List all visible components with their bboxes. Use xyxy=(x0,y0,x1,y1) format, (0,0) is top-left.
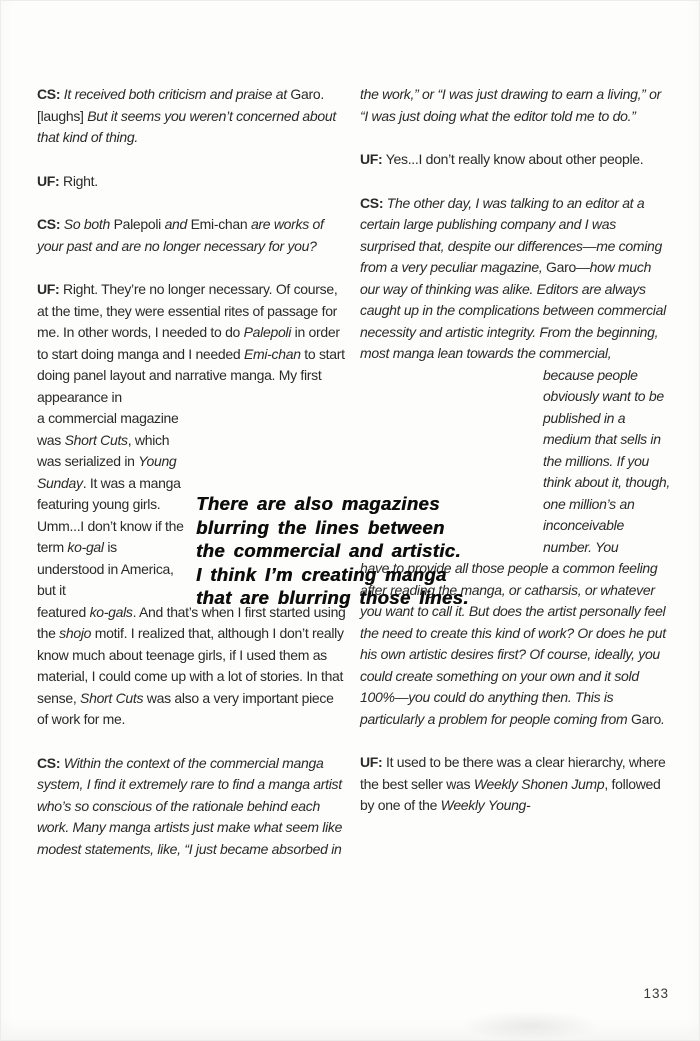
text-segment: the work,” or “I was just drawing to earn a living,” or “I was just doing what the editor told me to do.” xyxy=(360,86,661,124)
cs-paragraph-2 xyxy=(37,214,347,257)
uf-paragraph-1 xyxy=(37,171,347,193)
text-segment: Weekly Young- xyxy=(440,797,531,813)
text-segment: CS: xyxy=(360,194,384,211)
text-segment: Garo. [laughs] xyxy=(37,86,324,124)
text-segment: featured xyxy=(37,603,90,620)
text-segment: UF: xyxy=(37,281,60,297)
pull-quote-line: that are blurring those lines. xyxy=(196,587,469,608)
text-segment: and xyxy=(160,216,191,232)
text-segment: . It was a manga featuring young girls. Umm...I don’t know if the term xyxy=(37,474,184,555)
text-segment: The other day, I was talking to an editor at a certain large publishing company and I was surprised that, despite our differences—me coming from a very peculiar magazine, xyxy=(360,194,663,275)
cs-paragraph-4-narrow-wrap xyxy=(543,365,670,559)
text-segment: a commercial magazine was xyxy=(37,410,179,448)
text-segment: Emi-chan xyxy=(243,345,301,362)
text-segment: UF: xyxy=(360,151,383,167)
text-segment: —how much our way of thinking was alike. Editors are always caught up in the complications between commercial necessity and artistic integrity. From the beginning, most manga lean towards the commercial, xyxy=(360,259,666,361)
text-segment: UF: xyxy=(37,172,60,189)
pull-quote-line: the commercial and artistic. xyxy=(196,540,461,561)
text-segment: was also a very important piece of work for me. xyxy=(37,689,334,727)
cs-paragraph-4-full-width xyxy=(360,193,670,365)
text-segment: Short Cuts xyxy=(80,689,144,706)
text-segment: CS: xyxy=(37,754,61,771)
text-segment: CS: xyxy=(37,216,61,232)
text-segment: have to provide all those people a common feeling after reading the manga, or catharsis, or whatever you want to call it. But does the artist personally feel the need to create this kind of work? Or does he put his own artistic desires first? Of course, ideally, you could create something on your own and it sold 100%—you could do anything then. This is particularly a problem for people coming from xyxy=(360,560,666,727)
text-segment: Right. xyxy=(59,172,98,189)
text-segment: are works of your past and are no longer necessary for you? xyxy=(37,216,324,254)
page-number: 133 xyxy=(643,986,669,1001)
text-segment: shojo xyxy=(59,625,92,641)
uf-paragraph-2-continued xyxy=(37,602,347,731)
text-segment: Young Sunday xyxy=(37,453,177,491)
text-segment: . And that’s when I first started using the xyxy=(37,603,346,641)
text-segment: Palepoli xyxy=(113,216,161,232)
text-segment: Yes...I don’t really know about other people. xyxy=(382,151,644,167)
text-segment: CS: xyxy=(37,86,61,102)
text-segment: UF: xyxy=(360,754,383,770)
text-segment: Garo xyxy=(546,259,576,275)
text-segment: . xyxy=(660,710,665,727)
cs-paragraph-3-continued xyxy=(360,84,670,127)
pull-quote-line: blurring the lines between xyxy=(196,516,445,538)
text-segment: , followed by one of the xyxy=(360,775,661,813)
cs-paragraph-1 xyxy=(37,84,347,149)
uf-paragraph-2-full-width xyxy=(37,279,347,408)
text-segment: to start doing panel layout and narrative manga. My first appearance in xyxy=(37,345,345,405)
pull-quote-line: I think I’m creating manga xyxy=(196,563,447,585)
text-segment: Within the context of the commercial manga system, I find it extremely rare to find a manga artist who’s so conscious of the rationale behind each work. Many manga artists just make what seem like modest statements, like, “I just became absorbed in xyxy=(37,754,343,857)
text-segment: ko-gals xyxy=(89,603,133,620)
text-segment: is understood in America, but it xyxy=(37,539,174,598)
text-segment: , which was serialized in xyxy=(37,431,170,469)
uf-paragraph-4 xyxy=(360,752,670,817)
text-segment: in order to start doing manga and I needed xyxy=(37,324,340,362)
text-segment: ko-gal xyxy=(67,539,104,555)
scan-shadow xyxy=(460,1010,600,1041)
pull-quote-line: There are also magazines xyxy=(196,493,440,514)
text-segment: Short Cuts xyxy=(64,431,128,448)
text-segment: Right. They’re no longer necessary. Of course, at the time, they were essential rites of passage for me. In other words, I needed to do xyxy=(37,281,338,340)
right-column xyxy=(360,84,670,839)
uf-paragraph-2-narrow-wrap xyxy=(37,408,187,602)
text-segment: Garo xyxy=(631,710,661,727)
text-segment: motif. I realized that, although I don’t really know much about teenage girls, if I used them as material, I could come up with a lot of stories. In that sense, xyxy=(37,625,344,706)
cs-paragraph-3 xyxy=(37,753,347,861)
text-segment: Palepoli xyxy=(243,324,292,340)
text-segment: Weekly Shonen Jump xyxy=(473,775,605,792)
left-column xyxy=(37,84,347,882)
text-segment: But it seems you weren’t concerned about that kind of thing. xyxy=(37,107,336,145)
uf-paragraph-3 xyxy=(360,149,670,171)
pull-quote xyxy=(196,492,536,610)
text-segment: It received both criticism and praise at xyxy=(60,86,291,102)
text-segment: Emi-chan xyxy=(190,216,248,232)
text-segment: So both xyxy=(60,216,114,232)
text-segment: It used to be there was a clear hierarchy, where the best seller was xyxy=(360,754,666,792)
text-segment: because people obviously want to be published in a medium that sells in the millions. If you think about it, though, one million’s an inconceivable number. You xyxy=(543,366,670,555)
